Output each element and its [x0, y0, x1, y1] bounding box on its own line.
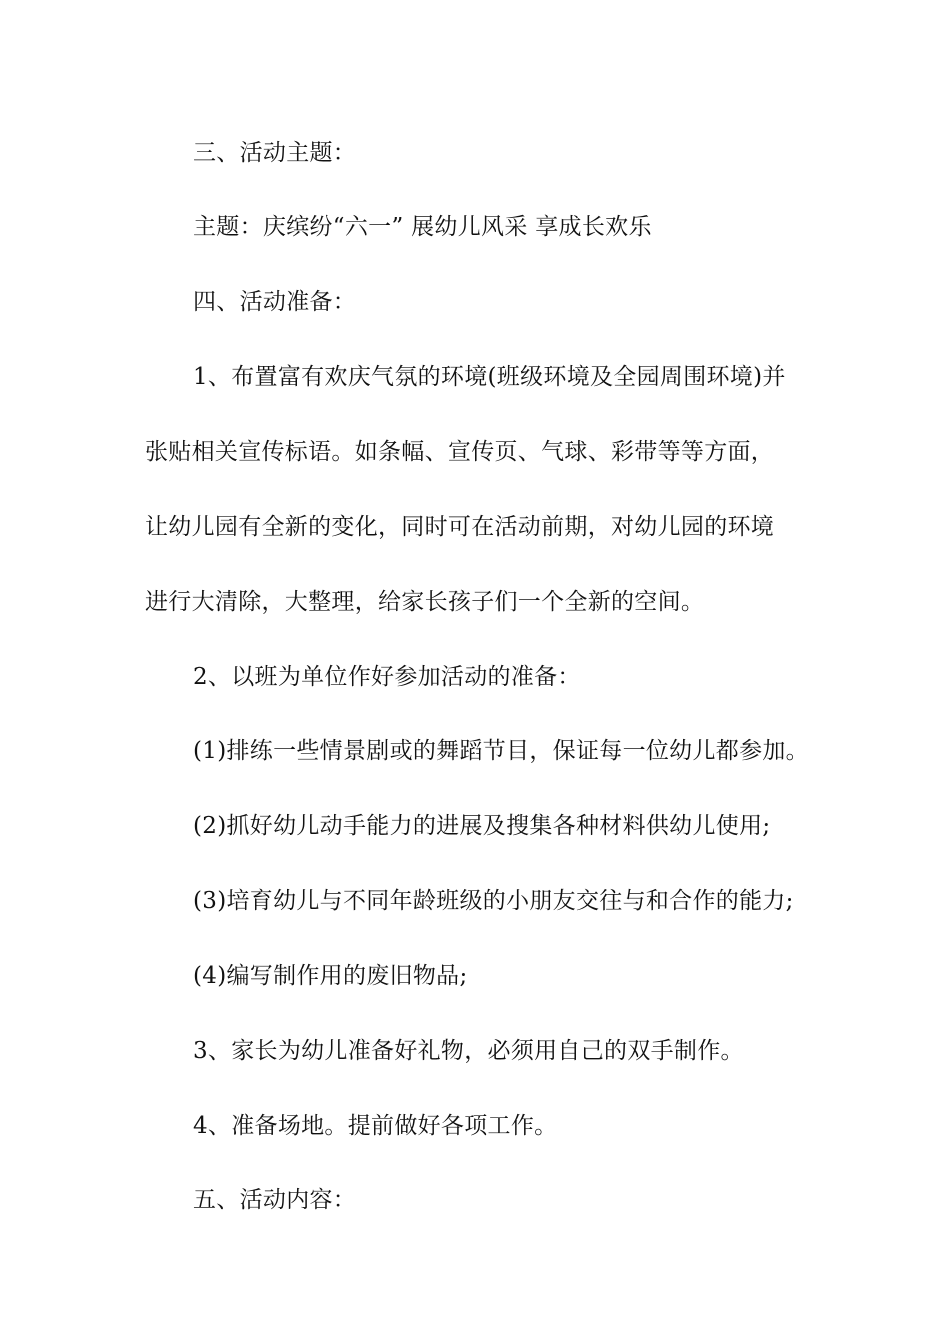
paragraph-line: 1、布置富有欢庆气氛的环境(班级环境及全园周围环境)并	[193, 364, 786, 390]
paragraph-line: 张贴相关宣传标语。如条幅、宣传页、气球、彩带等等方面，	[145, 439, 775, 465]
section-heading-preparation: 四、活动准备：	[193, 289, 357, 315]
theme-text: 主题：庆缤纷“六一” 展幼儿风采 享成长欢乐	[193, 214, 652, 240]
list-item: (2)抓好幼儿动手能力的进展及搜集各种材料供幼儿使用;	[193, 813, 771, 839]
paragraph-line: 让幼儿园有全新的变化，同时可在活动前期，对幼儿园的环境	[145, 514, 775, 540]
list-item: (4)编写制作用的废旧物品;	[193, 963, 468, 989]
paragraph-line: 3、家长为幼儿准备好礼物，必须用自己的双手制作。	[193, 1038, 744, 1064]
paragraph-line: 2、以班为单位作好参加活动的准备：	[193, 664, 581, 690]
section-heading-theme: 三、活动主题：	[193, 140, 357, 166]
section-heading-content: 五、活动内容：	[193, 1187, 357, 1213]
paragraph-line: 4、准备场地。提前做好各项工作。	[193, 1113, 558, 1139]
list-item: (1)排练一些情景剧或的舞蹈节目，保证每一位幼儿都参加。	[193, 738, 809, 764]
list-item: (3)培育幼儿与不同年龄班级的小朋友交往与和合作的能力;	[193, 888, 794, 914]
paragraph-line: 进行大清除，大整理，给家长孩子们一个全新的空间。	[145, 589, 705, 615]
